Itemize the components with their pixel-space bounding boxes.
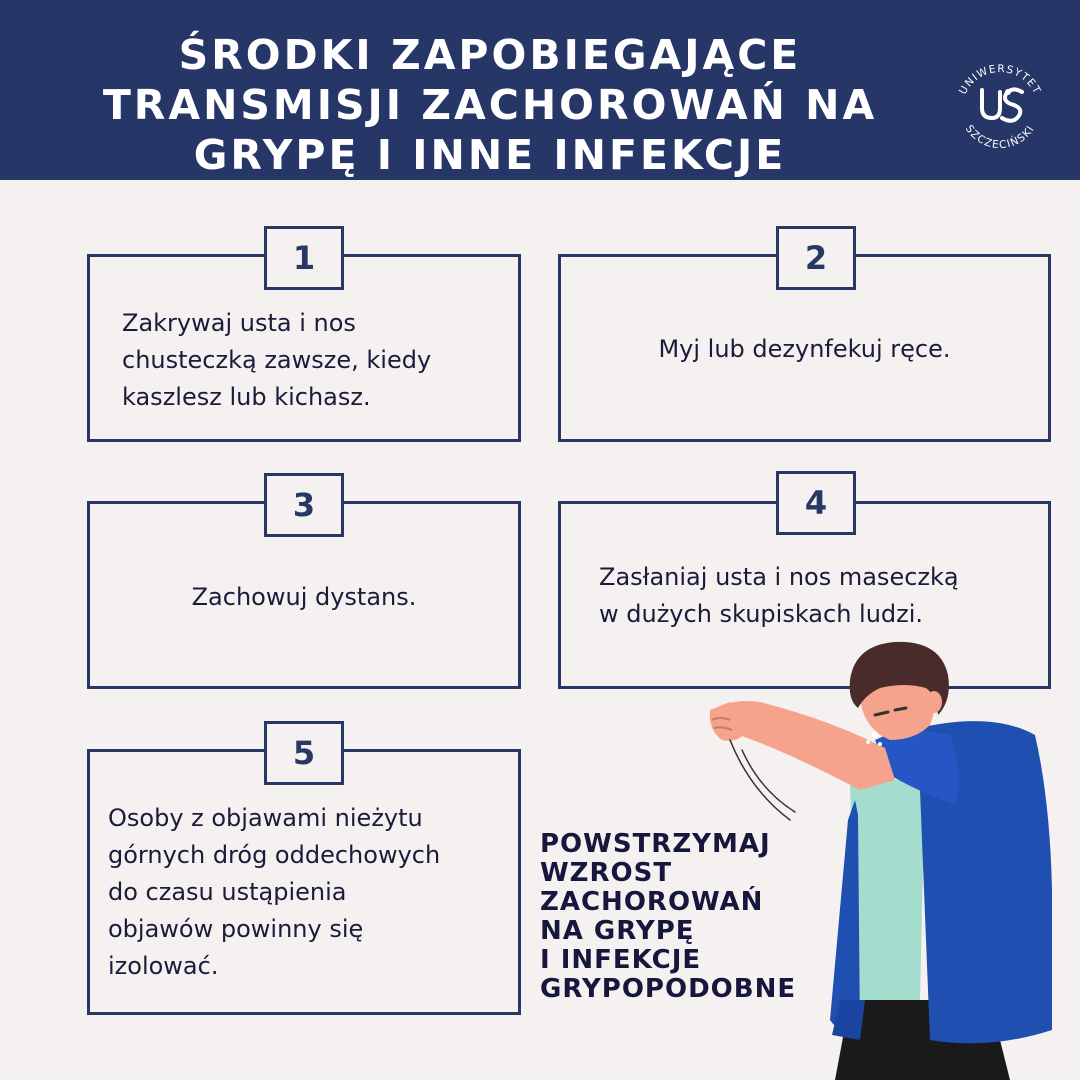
slogan-line: GRYPOPODOBNE xyxy=(540,974,797,1004)
person-shirt xyxy=(850,780,925,1000)
tip-text-3 xyxy=(100,579,508,616)
tip-line: Zakrywaj usta i nos xyxy=(122,309,356,337)
tip-line: Osoby z objawami nieżytu xyxy=(108,804,423,832)
tip-number-4: 4 xyxy=(776,471,856,535)
header-banner xyxy=(0,0,1080,180)
logo-text-bottom: SZCZECIŃSKI xyxy=(962,122,1038,152)
tip-line: Myj lub dezynfekuj ręce. xyxy=(658,335,951,363)
tip-line: chusteczką zawsze, kiedy xyxy=(122,346,432,374)
tip-line: górnych dróg oddechowych xyxy=(108,841,441,869)
tip-line: objawów powinny się xyxy=(108,915,364,943)
tip-number-3: 3 xyxy=(264,473,344,537)
slogan-line: NA GRYPĘ xyxy=(540,916,695,946)
tip-line: do czasu ustąpienia xyxy=(108,878,347,906)
tip-line: izolować. xyxy=(108,952,219,980)
tip-line: Zachowuj dystans. xyxy=(191,583,417,611)
tip-line: Zasłaniaj usta i nos maseczką xyxy=(599,563,959,591)
tip-text-5 xyxy=(108,800,508,985)
tip-number-2: 2 xyxy=(776,226,856,290)
slogan-line: WZROST xyxy=(540,858,673,888)
tip-text-2 xyxy=(570,331,1039,368)
person-jacket-left xyxy=(830,800,860,1035)
sneezing-person-illustration xyxy=(690,640,1080,1080)
tip-line: kaszlesz lub kichasz. xyxy=(122,383,371,411)
university-logo xyxy=(948,52,1052,156)
page-title xyxy=(40,30,940,180)
slogan-line: ZACHOROWAŃ xyxy=(540,887,764,917)
slogan-line: POWSTRZYMAJ xyxy=(540,829,771,859)
title-line: ŚRODKI ZAPOBIEGAJĄCE xyxy=(178,31,802,79)
title-line: TRANSMISJI ZACHOROWAŃ NA xyxy=(102,81,878,129)
slogan-line: I INFEKCJE xyxy=(540,945,702,975)
svg-text:SZCZECIŃSKI xyxy=(963,123,1037,151)
tip-number-1: 1 xyxy=(264,226,344,290)
logo-text-top: UNIWERSYTET xyxy=(956,62,1044,97)
logo-mark xyxy=(982,89,1022,120)
tip-text-1 xyxy=(122,305,502,416)
tip-number-5: 5 xyxy=(264,721,344,785)
tip-line: w dużych skupiskach ludzi. xyxy=(599,600,924,628)
tip-text-4 xyxy=(599,559,1039,633)
title-line: GRYPĘ I INNE INFEKCJE xyxy=(193,131,787,179)
